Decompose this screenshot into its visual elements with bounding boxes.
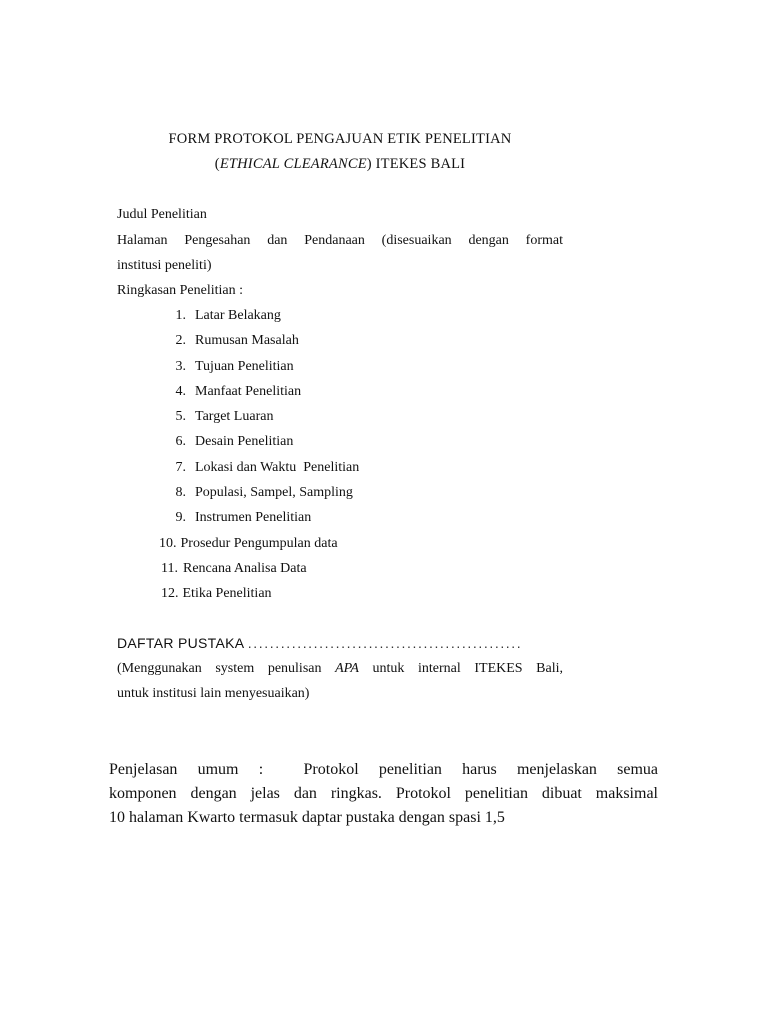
- apa-note-line1: [117, 660, 563, 678]
- list-item: [159, 408, 359, 433]
- list-number: 9.: [175, 510, 186, 526]
- list-item: [159, 383, 359, 408]
- ringkasan-list: [159, 307, 359, 611]
- list-number: 10.: [159, 535, 177, 551]
- list-item: [159, 509, 359, 534]
- list-label: Etika Penelitian: [182, 586, 272, 602]
- list-label: Tujuan Penelitian: [195, 358, 294, 374]
- halaman-pengesahan-line1: Halaman Pengesahan dan Pendanaan (disesuaikan dengan format: [117, 233, 563, 248]
- list-label: Target Luaran: [195, 409, 274, 425]
- list-label: Rumusan Masalah: [195, 333, 299, 349]
- ringkasan-penelitian: Ringkasan Penelitian :: [117, 283, 243, 298]
- penjelasan-line2: komponen dengan jelas dan ringkas. Protokol penelitian dibuat maksimal: [109, 785, 658, 802]
- list-item: [159, 484, 359, 509]
- penjelasan-line3: 10 halaman Kwarto termasuk daptar pustaka dengan spasi 1,5: [109, 809, 505, 826]
- list-number: 12.: [161, 586, 179, 602]
- daftar-pustaka-dots: ..................................................: [247, 635, 523, 651]
- ethical-clearance-italic: ETHICAL CLEARANCE: [219, 156, 367, 172]
- list-label: Desain Penelitian: [195, 434, 294, 450]
- list-number: 6.: [175, 434, 186, 450]
- list-item: [159, 560, 359, 585]
- list-item: [159, 307, 359, 332]
- list-label: Latar Belakang: [195, 308, 281, 323]
- form-title-text: FORM PROTOKOL PENGAJUAN ETIK PENELITIAN: [168, 131, 512, 147]
- list-item: [159, 585, 359, 610]
- list-label: Prosedur Pengumpulan data: [180, 535, 338, 551]
- penjelasan-line1: Penjelasan umum : Protokol penelitian harus menjelaskan semua: [109, 761, 658, 778]
- daftar-pustaka: [117, 634, 522, 652]
- title-open-paren: (: [214, 156, 220, 172]
- list-number: 8.: [175, 485, 186, 501]
- list-label: Lokasi dan Waktu Penelitian: [195, 459, 360, 475]
- list-number: 2.: [175, 333, 186, 349]
- list-number: 5.: [175, 409, 186, 425]
- list-number: 3.: [175, 358, 186, 374]
- list-item: [159, 459, 359, 484]
- apa-note-line2: untuk institusi lain menyesuaikan): [117, 686, 310, 701]
- form-title-line2: [0, 156, 680, 173]
- list-number: 1.: [175, 308, 186, 323]
- list-label: Rencana Analisa Data: [182, 560, 307, 576]
- list-label: Instrumen Penelitian: [195, 510, 312, 526]
- list-item: [159, 433, 359, 458]
- apa-note-pre: (Menggunakan system penulisan: [117, 661, 322, 676]
- list-label: Manfaat Penelitian: [195, 383, 302, 399]
- judul-penelitian: Judul Penelitian: [117, 207, 207, 222]
- title-institution: ) ITEKES BALI: [366, 156, 466, 172]
- daftar-pustaka-label: DAFTAR PUSTAKA: [117, 635, 244, 651]
- list-number: 4.: [175, 383, 186, 399]
- apa-note-post: untuk internal ITEKES Bali,: [372, 661, 563, 676]
- list-number: 11.: [161, 560, 178, 576]
- list-item: [159, 358, 359, 383]
- apa-italic: APA: [335, 661, 359, 676]
- list-item: [159, 535, 359, 560]
- halaman-pengesahan-line2: institusi peneliti): [117, 258, 212, 273]
- list-number: 7.: [175, 459, 186, 475]
- list-label: Populasi, Sampel, Sampling: [195, 485, 353, 501]
- form-title-line1: [0, 131, 680, 148]
- list-item: [159, 332, 359, 357]
